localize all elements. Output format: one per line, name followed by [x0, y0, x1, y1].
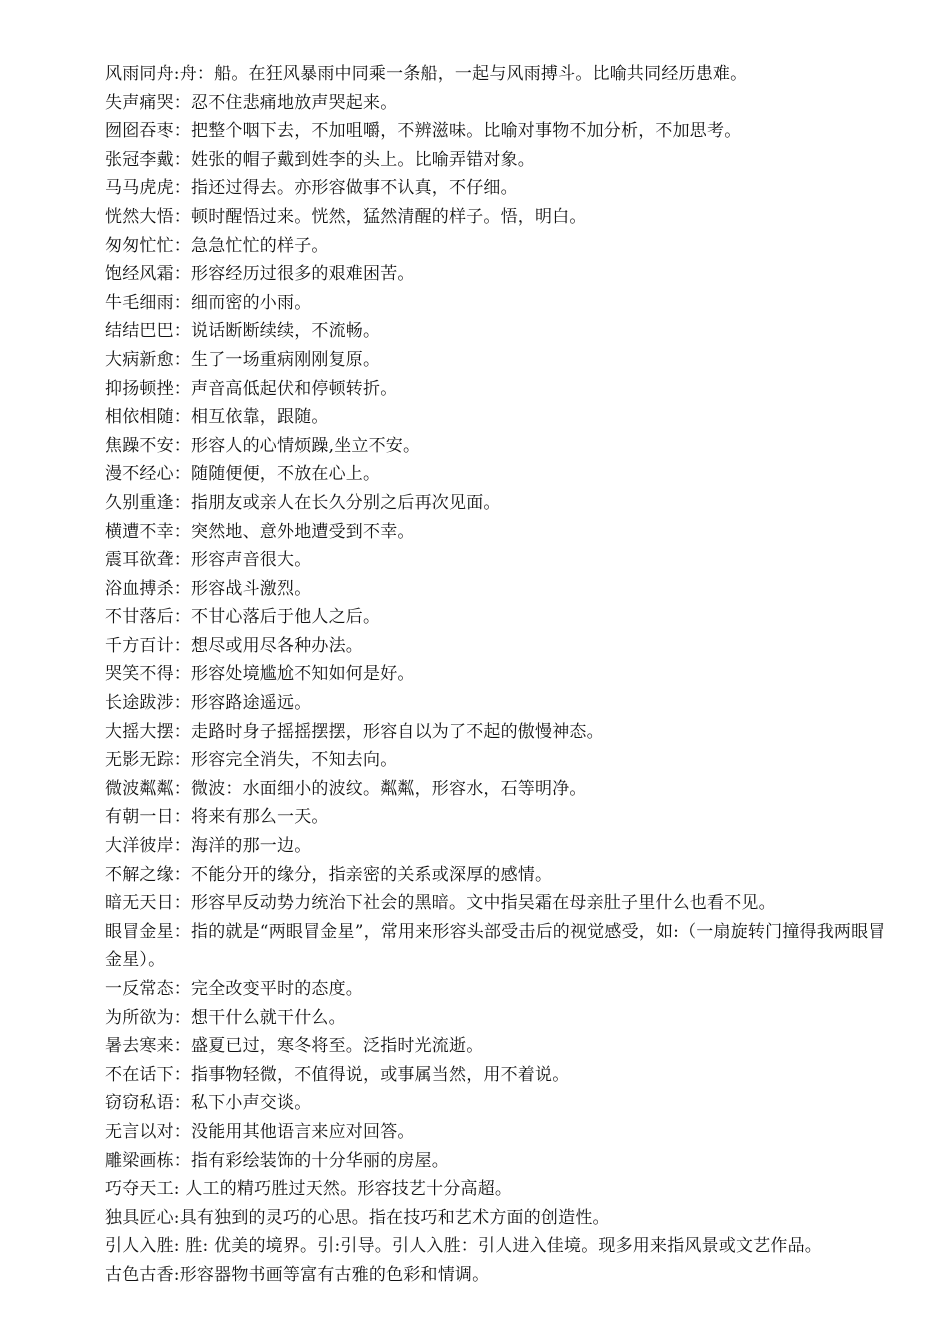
idiom-entry: 微波粼粼：微波：水面细小的波纹。粼粼，形容水，石等明净。: [105, 778, 587, 799]
idiom-entry: 哭笑不得：形容处境尴尬不知如何是好。: [105, 664, 415, 685]
idiom-entry: 暑去寒来：盛夏已过，寒冬将至。泛指时光流逝。: [105, 1036, 484, 1057]
idiom-entry: 牛毛细雨：细而密的小雨。: [105, 292, 312, 313]
idiom-entry: 一反常态：完全改变平时的态度。: [105, 979, 363, 999]
idiom-entry: 抑扬顿挫：声音高低起伏和停顿转折。: [105, 378, 398, 399]
idiom-entry: 焦躁不安：形容人的心情烦躁,坐立不安。: [105, 435, 421, 456]
idiom-entry: 饱经风霜：形容经历过很多的艰难困苦。: [105, 264, 415, 285]
idiom-entry: 浴血搏杀：形容战斗激烈。: [105, 578, 312, 599]
idiom-entry: 震耳欲聋：形容声音很大。: [105, 550, 312, 571]
idiom-entry: 古色古香:形容器物书画等富有古雅的色彩和情调。: [105, 1264, 490, 1285]
idiom-entry: 无言以对：没能用其他语言来应对回答。: [105, 1121, 415, 1142]
idiom-entry: 不在话下：指事物轻微，不值得说，或事属当然，用不着说。: [105, 1064, 570, 1085]
idiom-entry: 窃窃私语：私下小声交谈。: [105, 1093, 312, 1114]
idiom-entry: 大洋彼岸：海洋的那一边。: [105, 836, 312, 857]
idiom-entry: 漫不经心：随随便便，不放在心上。: [105, 464, 381, 485]
idiom-entry: 暗无天日：形容早反动势力统治下社会的黑暗。文中指吴霜在母亲肚子里什么也看不见。: [105, 893, 776, 914]
idiom-entry: 不甘落后：不甘心落后于他人之后。: [105, 607, 381, 628]
idiom-entry: 相依相随：相互依靠，跟随。: [105, 407, 329, 428]
idiom-entry: 匆匆忙忙：急急忙忙的样子。: [105, 235, 329, 256]
idiom-entry: 无影无踪：形容完全消失，不知去向。: [105, 750, 398, 771]
idiom-entry: 有朝一日：将来有那么一天。: [105, 807, 329, 828]
idiom-entry: 马马虎虎：指还过得去。亦形容做事不认真，不仔细。: [105, 178, 518, 199]
idiom-entry: 长途跋涉：形容路途遥远。: [105, 693, 312, 714]
idiom-entry: 横遭不幸：突然地、意外地遭受到不幸。: [105, 521, 415, 542]
idiom-entry: 久别重逢：指朋友或亲人在长久分别之后再次见面。: [105, 492, 501, 513]
idiom-entry: 引人入胜: 胜: 优美的境界。引:引导。引人入胜：引人进入佳境。现多用来指风景或文艺作品。: [105, 1236, 822, 1257]
idiom-entry: 独具匠心:具有独到的灵巧的心思。指在技巧和艺术方面的创造性。: [105, 1207, 610, 1228]
idiom-entry: 囫囵吞枣：把整个咽下去，不加咀嚼，不辨滋味。比喻对事物不加分析，不加思考。: [105, 121, 742, 142]
idiom-entry: 大摇大摆：走路时身子摇摇摆摆，形容自以为了不起的傲慢神态。: [105, 721, 604, 742]
idiom-entry: 眼冒金星：指的就是“两眼冒金星”，常用来形容头部受击后的视觉感受，如:（一扇旋转门撞得我两眼冒金星）。: [105, 921, 886, 971]
document-page: [105, 60, 895, 1290]
idiom-entry: 失声痛哭：忍不住悲痛地放声哭起来。: [105, 92, 398, 113]
idiom-entry: 为所欲为：想干什么就干什么。: [105, 1007, 346, 1028]
idiom-entry: 雕梁画栋：指有彩绘装饰的十分华丽的房屋。: [105, 1150, 449, 1171]
idiom-entry: 不解之缘：不能分开的缘分，指亲密的关系或深厚的感情。: [105, 864, 553, 885]
idiom-entry: 大病新愈：生了一场重病刚刚复原。: [105, 349, 381, 370]
idiom-entry: 风雨同舟:舟：船。在狂风暴雨中同乘一条船，一起与风雨搏斗。比喻共同经历患难。: [105, 64, 748, 84]
idiom-entry: 恍然大悟：顿时醒悟过来。恍然，猛然清醒的样子。悟，明白。: [105, 206, 587, 227]
idiom-entry: 结结巴巴：说话断断续续，不流畅。: [105, 321, 381, 342]
idiom-entry: 巧夺天工: 人工的精巧胜过天然。形容技艺十分高超。: [105, 1179, 513, 1200]
idiom-entry: 张冠李戴：姓张的帽子戴到姓李的头上。比喻弄错对象。: [105, 149, 535, 170]
idiom-entry: 千方百计：想尽或用尽各种办法。: [105, 635, 363, 656]
